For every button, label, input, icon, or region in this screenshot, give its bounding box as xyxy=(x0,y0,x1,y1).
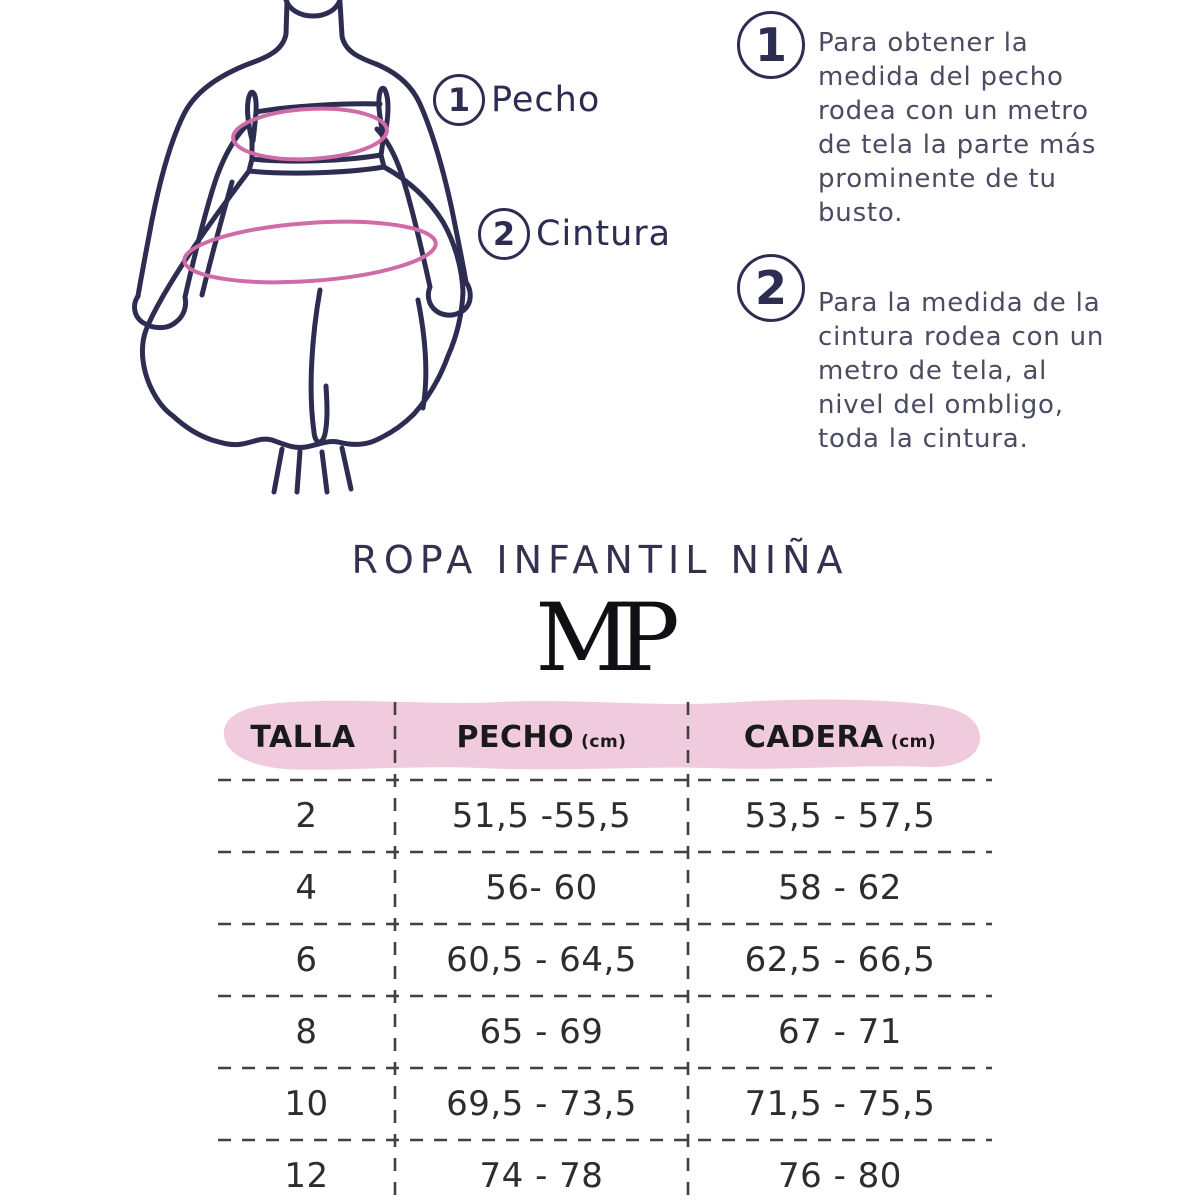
number-2-circle-icon: 2 xyxy=(478,208,530,260)
table-row xyxy=(218,1140,992,1200)
instruction-1-circle-icon: 1 xyxy=(737,11,805,79)
callout-pecho-label: Pecho xyxy=(491,80,601,120)
size-cell: 4 xyxy=(295,868,318,908)
instruction-2-circle-icon: 2 xyxy=(737,254,805,322)
pecho-cell: 74 - 78 xyxy=(479,1156,604,1196)
table-row xyxy=(218,852,992,924)
pecho-cell: 65 - 69 xyxy=(479,1012,604,1052)
column-header-cadera-label: CADERA xyxy=(743,719,884,755)
brand-logo: MP xyxy=(535,584,665,693)
table-row xyxy=(218,780,992,852)
cadera-cell: 76 - 80 xyxy=(778,1156,902,1196)
column-header-pecho-unit: (cm) xyxy=(581,732,627,752)
table-row xyxy=(218,1068,992,1140)
column-header-cadera xyxy=(688,700,992,774)
cadera-cell: 58 - 62 xyxy=(778,868,902,908)
cadera-cell: 62,5 - 66,5 xyxy=(744,940,936,980)
column-header-pecho-label: PECHO xyxy=(456,719,575,755)
pecho-cell: 56- 60 xyxy=(485,868,598,908)
cadera-cell: 71,5 - 75,5 xyxy=(744,1084,936,1124)
pecho-cell: 60,5 - 64,5 xyxy=(446,940,637,980)
table-header-row xyxy=(218,700,992,774)
size-cell: 12 xyxy=(284,1156,329,1196)
column-header-talla xyxy=(218,700,395,774)
column-header-pecho xyxy=(395,700,688,774)
table-row xyxy=(218,924,992,996)
callout-cintura-label: Cintura xyxy=(536,214,672,254)
size-cell: 10 xyxy=(284,1084,329,1124)
size-cell: 2 xyxy=(295,796,318,836)
cadera-cell: 53,5 - 57,5 xyxy=(744,796,936,836)
table-row xyxy=(218,996,992,1068)
size-cell: 8 xyxy=(295,1012,318,1052)
number-1-circle-icon: 1 xyxy=(433,74,485,126)
pecho-cell: 51,5 -55,5 xyxy=(451,796,632,836)
column-header-talla-label: TALLA xyxy=(250,719,356,755)
table-rows xyxy=(218,780,992,1200)
pecho-cell: 69,5 - 73,5 xyxy=(446,1084,637,1124)
column-header-cadera-unit: (cm) xyxy=(890,732,937,752)
cadera-cell: 67 - 71 xyxy=(778,1012,902,1052)
instruction-2-text: Para la medida de la cintura rodea con un metro de tela, al nivel del ombligo, toda la cintura. xyxy=(818,288,1105,454)
size-cell: 6 xyxy=(295,940,318,980)
page-title: ROPA INFANTIL NIÑA xyxy=(351,538,849,582)
instruction-1-text: Para obtener la medida del pecho rodea con un metro de tela la parte más prominente de tu busto. xyxy=(818,28,1097,228)
